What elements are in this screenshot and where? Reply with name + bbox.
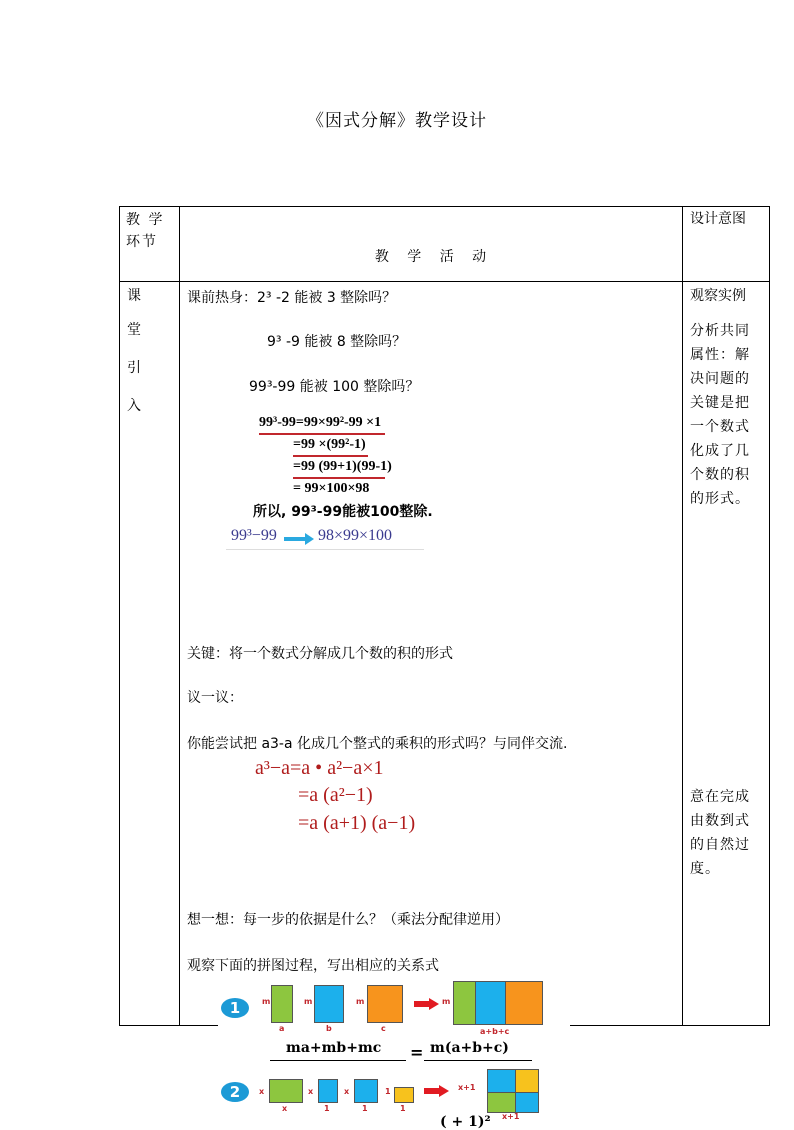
table-border-left [119,206,120,1026]
red-arrow-icon-2 [424,1085,450,1097]
label-x1-bottom: x+1 [502,1112,520,1121]
arrow-left-expr: 99³−99 [231,527,277,544]
work-underline-2 [293,455,368,457]
rect-x1-b [354,1079,378,1103]
algebra-line-2: =a (a²−1) [298,784,373,806]
table-col-divider-1 [179,206,180,1026]
observe-instruction: 观察下面的拼图过程，写出相应的关系式 [187,958,439,974]
work-line-2: =99 ×(99²-1) [293,437,366,452]
header-intent: 设计意图 [690,211,746,227]
table-col-divider-2 [682,206,683,1026]
arrow-right-expr: 98×99×100 [318,527,393,544]
table-border-right [769,206,770,1026]
label-x-3: x [308,1087,314,1096]
label-1-a: 1 [324,1104,330,1113]
combined-ma [453,981,477,1025]
table-header-divider [119,281,770,282]
label-x1-side: x+1 [458,1083,476,1092]
header-stage: 教 学 环节 [126,212,165,250]
warmup-q1: 课前热身：2³ -2 能被 3 整除吗？ [187,290,397,306]
stage-char-4: 入 [127,398,141,414]
warmup-q2: 9³ -9 能被 8 整除吗？ [267,334,407,350]
big-unit-square [515,1069,539,1093]
rect-mc [367,985,403,1023]
label-1-b: 1 [362,1104,368,1113]
work-line-1: 99³-99=99×99²-99 ×1 [259,415,382,430]
eq2-partial: ( + 1)² [440,1114,491,1130]
label-abc: a+b+c [480,1027,510,1036]
eq-right-underline [424,1060,532,1061]
intent-transition: 意在完成由数到式的自然过度。 [690,789,750,877]
work-line-4: = 99×100×98 [293,481,370,496]
big-rect-right [515,1091,539,1113]
step-1-badge: 1 [221,998,249,1018]
puzzle-figure [218,977,570,1130]
work-conclusion: 所以, 99³-99能被100整除. [253,504,433,520]
key-point: 关键：将一个数式分解成几个数的积的形式 [187,646,453,662]
combined-mc [505,981,543,1025]
intent-observe-examples: 观察实例 [690,288,746,304]
lesson-table [119,206,770,1026]
try-question: 你能尝试把 a3-a 化成几个整式的乘积的形式吗？与同伴交流. [187,736,568,752]
big-square-x2 [487,1091,517,1113]
label-b: b [326,1024,332,1033]
stage-char-3: 引 [127,360,141,376]
arrow-baseline [226,549,424,550]
label-x-1: x [259,1087,265,1096]
stage-char-2: 堂 [127,322,141,338]
label-m-3: m [356,997,365,1006]
label-a: a [279,1024,285,1033]
label-1-d: 1 [400,1104,406,1113]
label-1-c: 1 [385,1087,391,1096]
step-2-badge: 2 [221,1082,249,1102]
label-m-2: m [304,997,313,1006]
square-x2 [269,1079,303,1103]
eq-right: m(a+b+c) [430,1040,509,1056]
unit-square [394,1087,414,1103]
header-activity: 教 学 活 动 [374,249,487,265]
work-underline-3 [293,477,385,479]
discuss-heading: 议一议： [187,690,243,706]
eq-equals: = [410,1043,424,1062]
work-underline-1 [259,433,385,435]
eq-left-underline [270,1060,406,1061]
label-m-1: m [262,997,271,1006]
label-m-4: m [442,997,451,1006]
algebra-line-1: a³−a=a • a²−a×1 [255,757,384,779]
label-x-4: x [344,1087,350,1096]
warmup-q3: 99³-99 能被 100 整除吗？ [249,379,420,395]
algebra-line-3: =a (a+1) (a−1) [298,812,416,834]
combined-mb [475,981,507,1025]
eq-left: ma+mb+mc [286,1040,382,1056]
label-x-2: x [282,1104,288,1113]
stage-char-1: 课 [127,288,141,304]
table-border-top [119,206,770,207]
rect-x1-a [318,1079,338,1103]
rect-ma [271,985,293,1023]
red-arrow-icon-1 [414,998,440,1010]
work-line-3: =99 (99+1)(99-1) [293,459,392,474]
intent-analysis: 分析共同属性：解决问题的关键是把一个数式化成了几个数的积的形式。 [690,323,750,507]
blue-arrow-icon [283,532,315,546]
label-c: c [381,1024,386,1033]
document-title: 《因式分解》教学设计 [307,111,487,131]
think-question: 想一想：每一步的依据是什么？（乘法分配律逆用） [187,912,509,928]
rect-mb [314,985,344,1023]
big-rect-top [487,1069,517,1093]
